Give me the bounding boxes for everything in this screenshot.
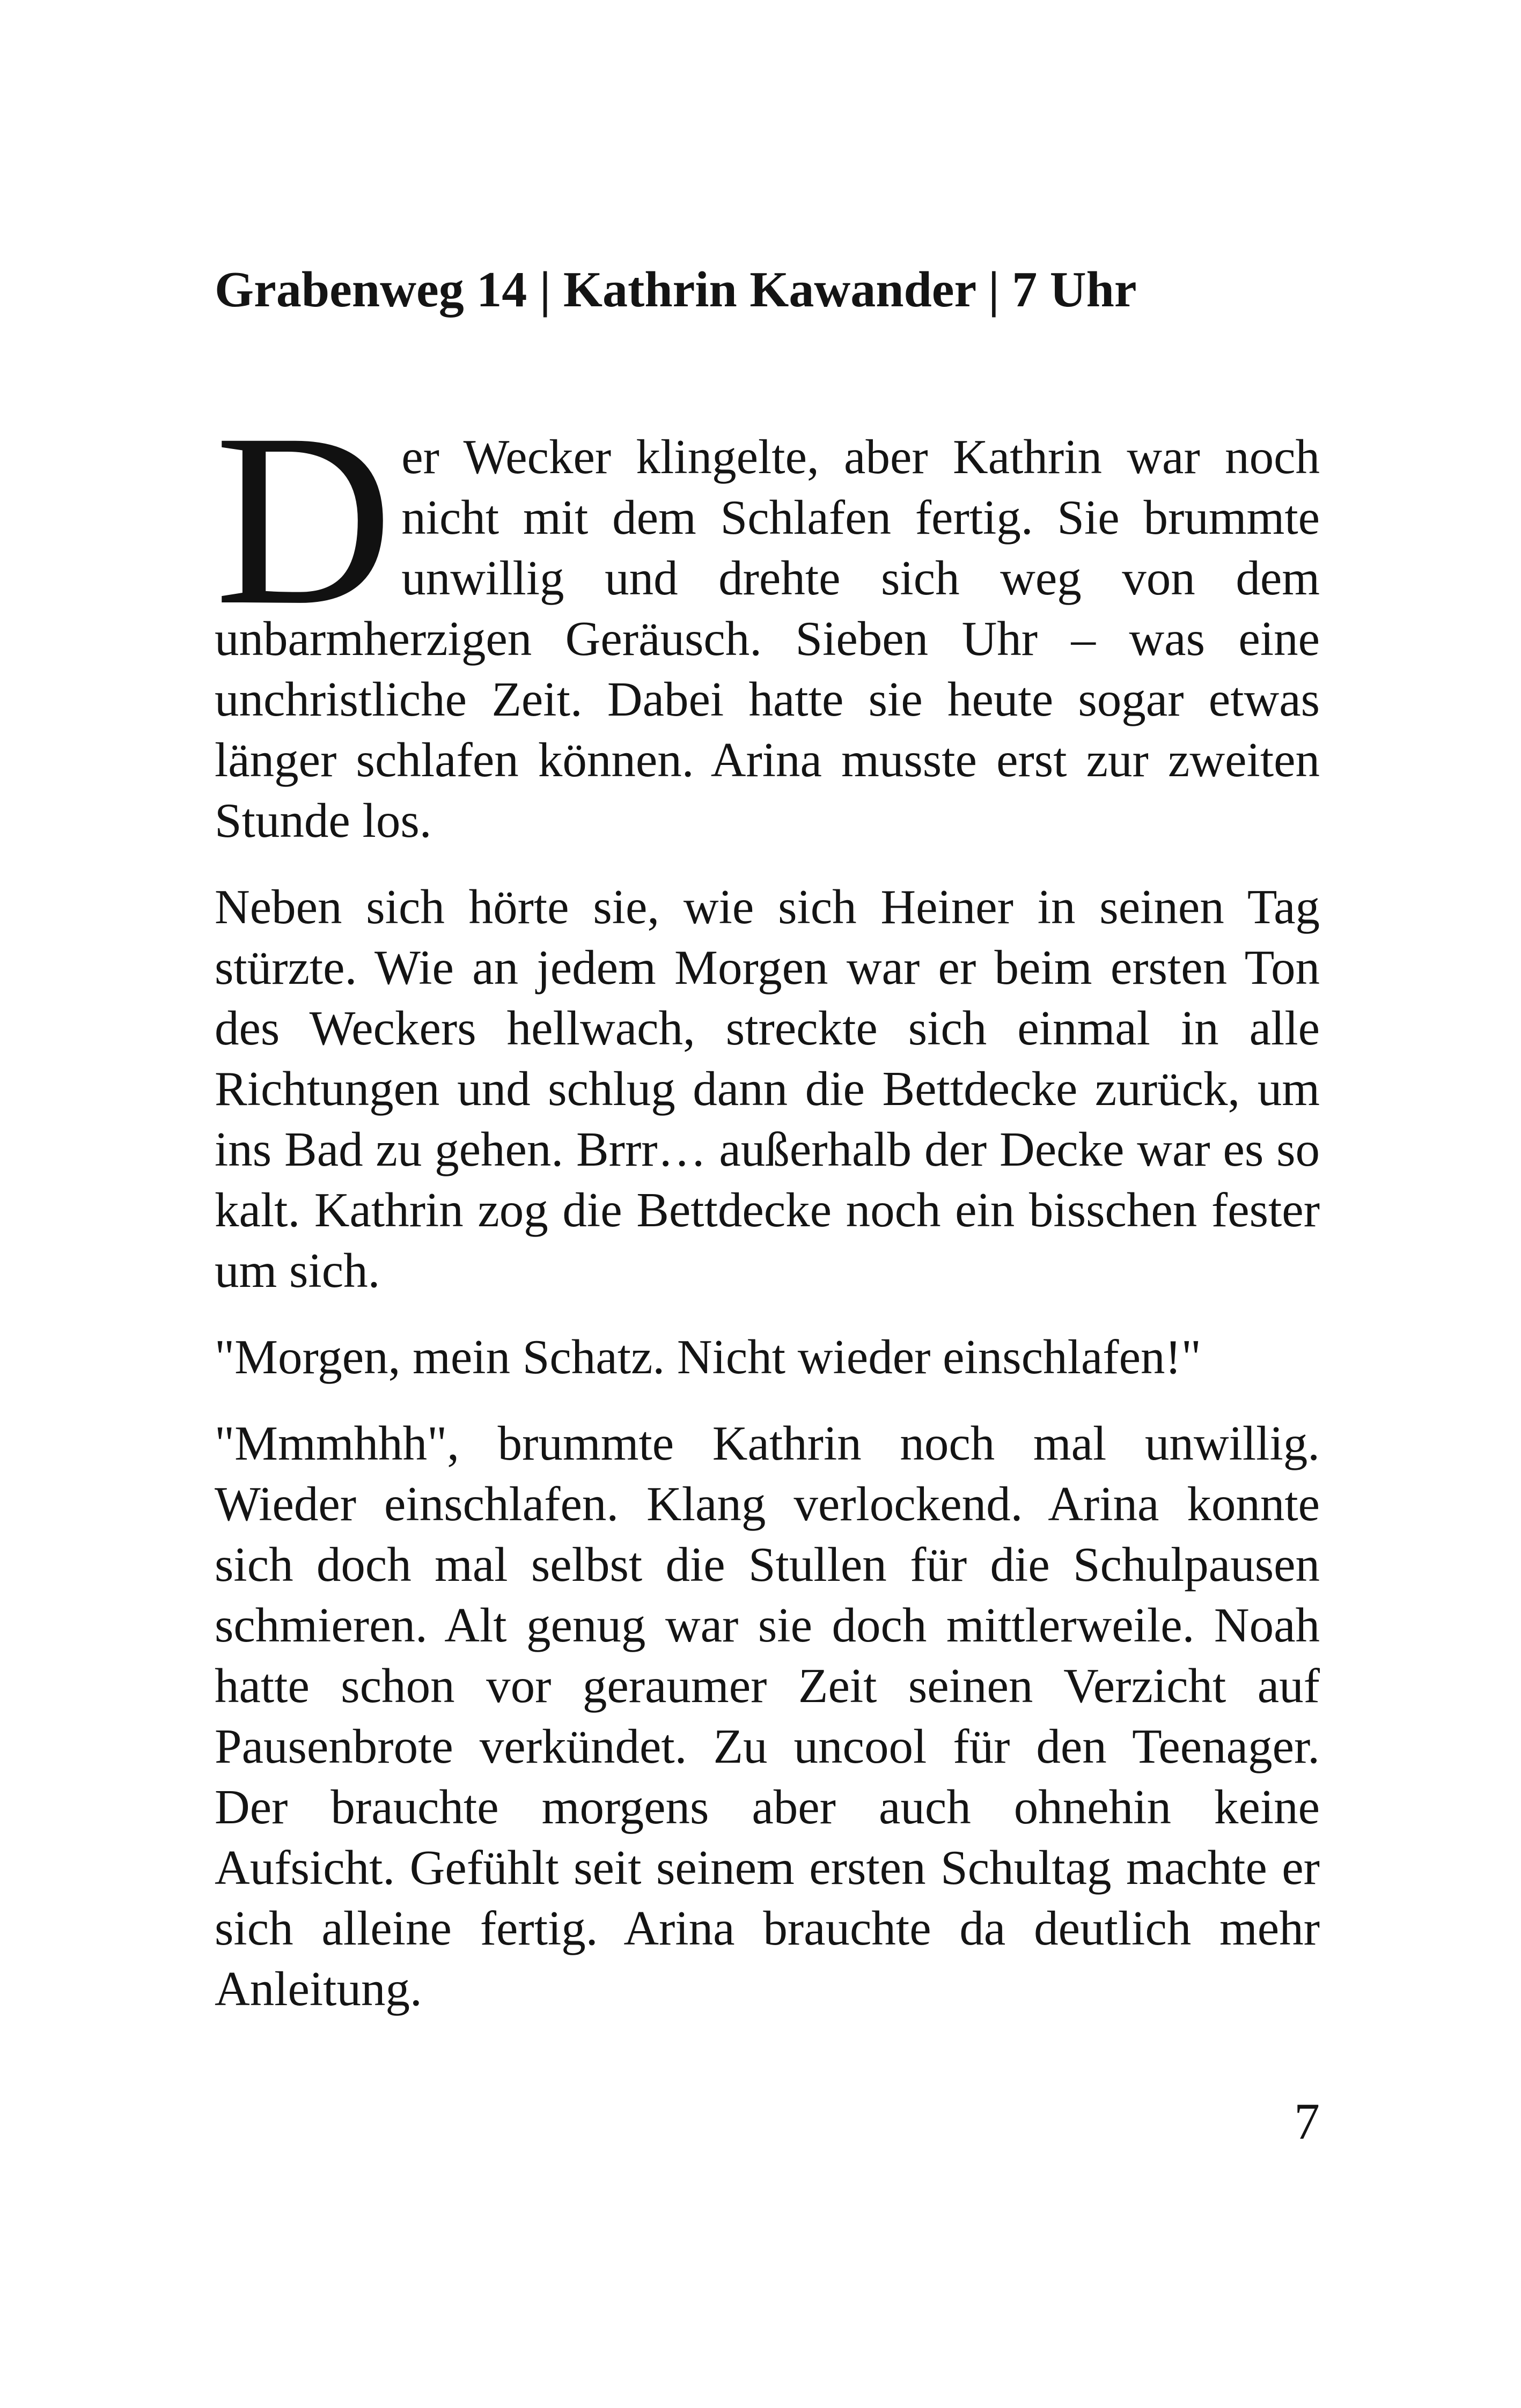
page-number: 7 xyxy=(1294,2093,1320,2150)
opening-paragraph xyxy=(215,382,1320,851)
paragraph-kathrin-reply: "Mmmhhh", brummte Kathrin noch mal unwillig. Wieder einschlafen. Klang verlockend. Arina konnte sich doch mal selbst die Stullen für die Schulpausen schmieren. Alt genug war sie doch mittlerweile. Noah hatte schon vor geraumer Zeit seinen Verzicht auf Pausenbrote verkündet. Zu uncool für den Teenager. Der brauchte morgens aber auch ohnehin keine Aufsicht. Gefühlt seit seinem ersten Schultag machte er sich alleine fertig. Arina brauchte da deutlich mehr Anleitung. xyxy=(215,1416,1320,2016)
opening-paragraph-text: er Wecker klingelte, aber Kathrin war noch nicht mit dem Schlafen fertig. Sie brummte unwillig und drehte sich weg von dem unbarmherzigen Geräusch. Sieben Uhr – was eine unchristliche Zeit. Dabei hatte sie heute sogar etwas länger schlafen können. Arina musste erst zur zweiten Stunde los. xyxy=(215,430,1320,848)
drop-cap-initial: D xyxy=(215,382,393,656)
chapter-heading: Grabenweg 14 | Kathrin Kawander | 7 Uhr xyxy=(215,262,1137,318)
paragraph-heiner-morning: Neben sich hörte sie, wie sich Heiner in seinen Tag stürzte. Wie an jedem Morgen war er beim ersten Ton des Weckers hellwach, streckte sich einmal in alle Richtungen und schlug dann die Bettdecke zurück, um ins Bad zu gehen. Brrr… außerhalb der Decke war es so kalt. Kathrin zog die Bettdecke noch ein bisschen fester um sich. xyxy=(215,880,1320,1298)
chapter-body xyxy=(215,382,1320,2045)
paragraph-dialogue-morning: "Morgen, mein Schatz. Nicht wieder einschlafen!" xyxy=(215,1330,1201,1384)
